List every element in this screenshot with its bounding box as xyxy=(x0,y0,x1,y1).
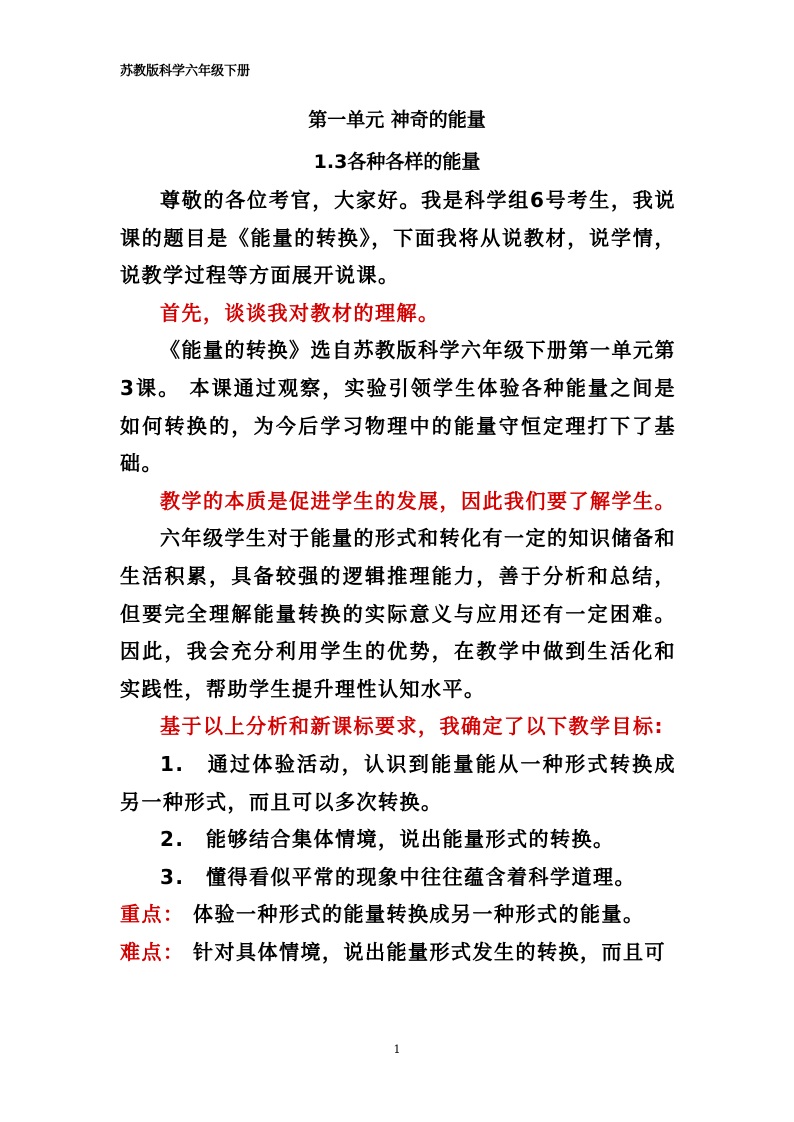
students-heading: 教学的本质是促进学生的发展，因此我们要了解学生。 xyxy=(160,488,676,513)
textbook-heading: 首先，谈谈我对教材的理解。 xyxy=(160,300,440,325)
key-point-text: 体验一种形式的能量转换成另一种形式的能量。 xyxy=(184,902,645,927)
goal-item-3: 3. 懂得看似平常的现象中往往蕴含着科学道理。 xyxy=(160,864,637,889)
goal-item-2: 2. 能够结合集体情境，说出能量形式的转换。 xyxy=(160,827,615,852)
page-number: 1 xyxy=(393,1043,401,1056)
unit-title: 第一单元 神奇的能量 xyxy=(308,109,486,131)
difficult-point-text: 针对具体情境，说出能量形式发生的转换，而且可 xyxy=(184,939,666,964)
intro-paragraph: 尊敬的各位考官，大家好。我是科学组6号考生，我说课的题目是《能量的转换》，下面我将从说教材，说学情，说教学过程等方面展开说课。 xyxy=(120,188,676,288)
goals-heading: 基于以上分析和新课标要求，我确定了以下教学目标: xyxy=(160,714,664,739)
difficult-point-line xyxy=(120,934,676,972)
key-point-label: 重点： xyxy=(120,902,185,927)
goal-item-1: 1. 通过体验活动，认识到能量能从一种形式转换成另一种形式，而且可以多次转换。 xyxy=(120,751,676,814)
key-point-line xyxy=(120,896,676,934)
textbook-paragraph: 《能量的转换》选自苏教版科学六年级下册第一单元第3课。 本课通过观察，实验引领学生体验各种能量之间是如何转换的，为今后学习物理中的能量守恒定理打下了基础。 xyxy=(120,338,676,476)
document-body xyxy=(120,182,676,971)
lesson-title: 1.3各种各样的能量 xyxy=(313,151,481,173)
document-header: 苏教版科学六年级下册 xyxy=(120,64,251,79)
difficult-point-label: 难点： xyxy=(120,939,185,964)
students-paragraph: 六年级学生对于能量的形式和转化有一定的知识储备和生活积累，具备较强的逻辑推理能力，善于分析和总结，但要完全理解能量转换的实际意义与应用还有一定困难。因此，我会充分利用学生的优势，在教学中做到生活化和实践性，帮助学生提升理性认知水平。 xyxy=(120,526,676,701)
